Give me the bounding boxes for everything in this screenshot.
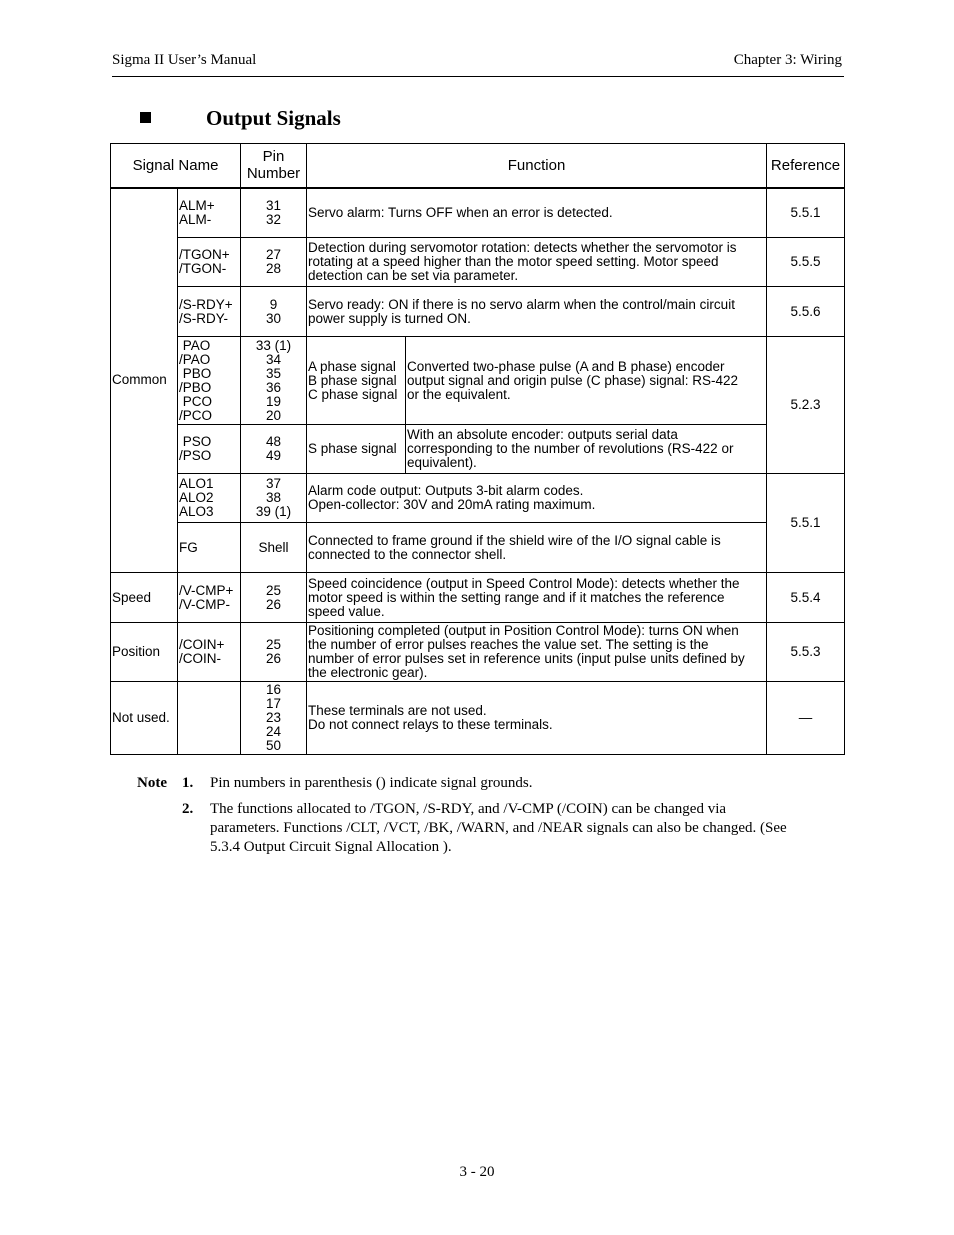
header-signal-name: Signal Name (111, 144, 241, 188)
table-row (111, 287, 845, 337)
reference-cell: — (767, 682, 845, 755)
group-position: Position (111, 623, 178, 682)
pin-cell: 31 32 (241, 188, 307, 238)
table-row (111, 425, 845, 474)
table-row (111, 238, 845, 287)
header-pin-number: Pin Number (241, 144, 307, 188)
signal-cell: FG (178, 523, 241, 573)
reference-cell: 5.5.5 (767, 238, 845, 287)
signal-cell: PAO /PAO PBO /PBO PCO /PCO (178, 337, 241, 425)
signal-cell: /V-CMP+ /V-CMP- (178, 573, 241, 623)
signal-cell: /TGON+ /TGON- (178, 238, 241, 287)
function-cell: Detection during servomotor rotation: detects whether the servomotor is rotating at a speed higher than the motor speed setting. Motor speed detection can be set via parameter. (307, 238, 767, 287)
section-title: Output Signals (206, 106, 341, 130)
notes-block (137, 774, 827, 864)
square-bullet-icon (140, 112, 151, 123)
pin-cell: 37 38 39 (1) (241, 474, 307, 523)
note-item (137, 774, 827, 793)
output-signals-table (110, 143, 845, 755)
note-item (137, 800, 827, 857)
function-cell: Alarm code output: Outputs 3-bit alarm codes. Open-collector: 30V and 20mA rating maximum. (307, 474, 767, 523)
reference-cell: 5.5.1 (767, 188, 845, 238)
reference-cell: 5.5.1 (767, 474, 845, 573)
function-cell: Speed coincidence (output in Speed Control Mode): detects whether the motor speed is within the setting range and if it matches the reference speed value. (307, 573, 767, 623)
table-header-row (111, 144, 845, 188)
table-row (111, 188, 845, 238)
function-cell: Connected to frame ground if the shield wire of the I/O signal cable is connected to the connector shell. (307, 523, 767, 573)
header-reference: Reference (767, 144, 845, 188)
chapter-title: Chapter 3: Wiring (733, 52, 842, 68)
pin-cell: 33 (1) 34 35 36 19 20 (241, 337, 307, 425)
function-cell: Servo alarm: Turns OFF when an error is detected. (307, 188, 767, 238)
header-function: Function (307, 144, 767, 188)
note-number: 2. (182, 801, 194, 817)
signal-cell: ALM+ ALM- (178, 188, 241, 238)
page-header (112, 52, 844, 77)
phase-cell: A phase signal B phase signal C phase signal (307, 337, 406, 425)
pin-cell: 16 17 23 24 50 (241, 682, 307, 755)
pin-cell: Shell (241, 523, 307, 573)
page-number: 3 - 20 (459, 1164, 495, 1180)
group-common: Common (111, 188, 178, 573)
signal-cell: ALO1 ALO2 ALO3 (178, 474, 241, 523)
reference-cell: 5.5.3 (767, 623, 845, 682)
reference-cell: 5.5.6 (767, 287, 845, 337)
pin-cell: 25 26 (241, 623, 307, 682)
reference-cell: 5.5.4 (767, 573, 845, 623)
table-row (111, 474, 845, 523)
table-row (111, 523, 845, 573)
section-heading (140, 106, 341, 131)
table-row (111, 337, 845, 425)
phase-cell: S phase signal (307, 425, 406, 474)
function-cell: Positioning completed (output in Position Control Mode): turns ON when the number of error pulses reaches the value set. The setting is the number of error pulses set in reference units (input pulse units defined by the electronic gear). (307, 623, 767, 682)
manual-title: Sigma II User’s Manual (112, 52, 257, 68)
note-number: 1. (182, 775, 194, 791)
pin-cell: 27 28 (241, 238, 307, 287)
function-cell: Converted two-phase pulse (A and B phase) encoder output signal and origin pulse (C phase) signal: RS-422 or the equivalent. (406, 337, 767, 425)
reference-cell: 5.2.3 (767, 337, 845, 474)
signal-cell: PSO /PSO (178, 425, 241, 474)
group-not-used: Not used. (111, 682, 178, 755)
note-text: Pin numbers in parenthesis () indicate signal grounds. (210, 775, 533, 791)
note-label: Note (137, 775, 167, 791)
group-speed: Speed (111, 573, 178, 623)
note-text: The functions allocated to /TGON, /S-RDY, and /V-CMP (/COIN) can be changed via parameters. Functions /CLT, /VCT, /BK, /WARN, and /NEAR signals can also be changed. (See 5.3.4 Output Circuit Signal Allocation ). (210, 801, 787, 855)
signal-cell: /S-RDY+ /S-RDY- (178, 287, 241, 337)
function-cell: With an absolute encoder: outputs serial data corresponding to the number of revolutions (RS-422 or equivalent). (406, 425, 767, 474)
function-cell: Servo ready: ON if there is no servo alarm when the control/main circuit power supply is turned ON. (307, 287, 767, 337)
signal-cell: /COIN+ /COIN- (178, 623, 241, 682)
pin-cell: 48 49 (241, 425, 307, 474)
signal-cell (178, 682, 241, 755)
function-cell: These terminals are not used. Do not connect relays to these terminals. (307, 682, 767, 755)
table-row (111, 682, 845, 755)
pin-cell: 9 30 (241, 287, 307, 337)
table-row (111, 573, 845, 623)
pin-cell: 25 26 (241, 573, 307, 623)
table-row (111, 623, 845, 682)
